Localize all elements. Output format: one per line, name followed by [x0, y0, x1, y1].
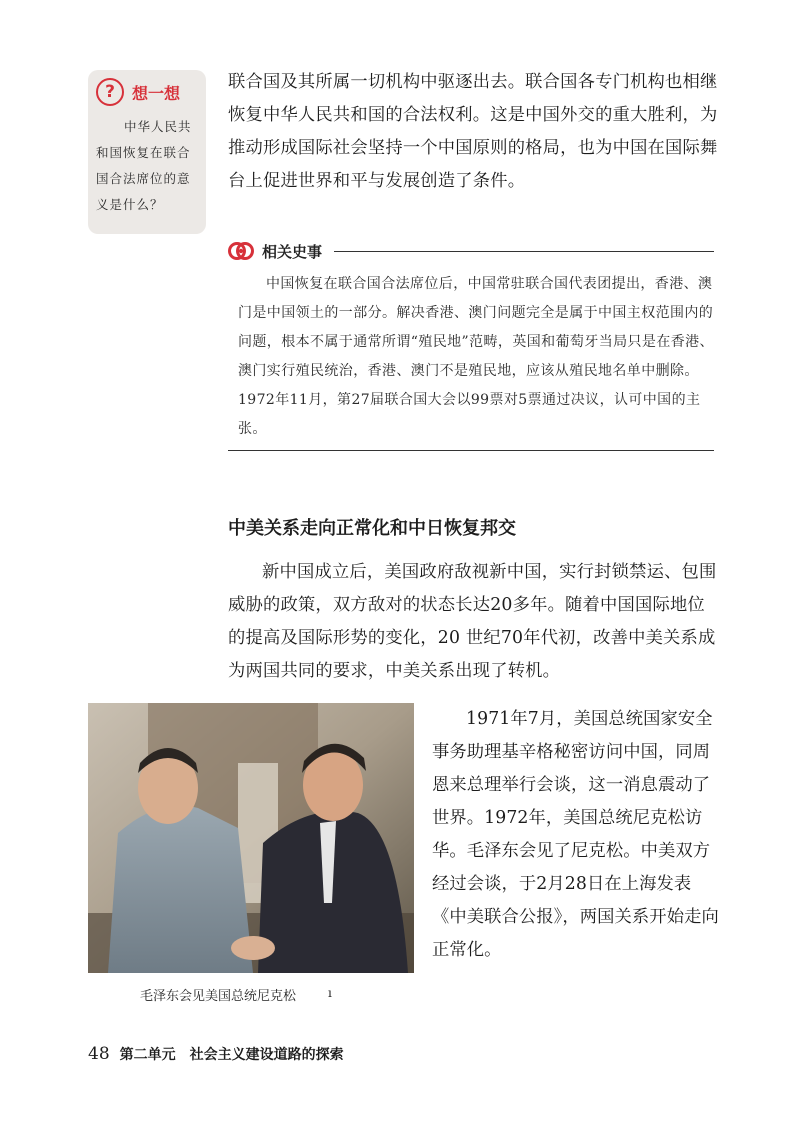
caption-mark: ı — [328, 986, 332, 1000]
related-history-rule — [334, 251, 714, 252]
think-question-line1: 中华人民 — [124, 119, 179, 134]
photo-caption: 毛泽东会见美国总统尼克松 — [140, 989, 297, 1004]
footer-unit: 第二单元 — [119, 1047, 176, 1063]
page-number: 48 — [88, 1044, 110, 1064]
section-title: 中美关系走向正常化和中日恢复邦交 — [228, 518, 516, 539]
related-history-bottom-rule — [228, 450, 714, 451]
related-history-header — [228, 238, 714, 264]
related-history-box — [228, 238, 714, 451]
think-question-rest: 共和国恢复在联合国合法席位的意义是什么？ — [96, 119, 192, 212]
related-history-text: 中国恢复在联合国合法席位后，中国常驻联合国代表团提出，香港、澳门是中国领土的一部分。解决香港、澳门问题完全是属于中国主权范围内的问题，根本不属于通常所谓“殖民地”范畴，英国和葡萄牙当局只是在香港、澳门实行殖民统治，香港、澳门不是殖民地，应该从殖民地名单中删除。1972年11月，第27届联合国大会以99票对5票通过决议，认可中国的主张。 — [238, 276, 714, 437]
main-paragraph: 联合国及其所属一切机构中驱逐出去。联合国各专门机构也相继恢复中华人民共和国的合法权利。这是中国外交的重大胜利，为推动形成国际社会坚持一个中国原则的格局，也为中国在国际舞台上促进世界和平与发展创造了条件。 — [228, 72, 718, 191]
footer-title: 社会主义建设道路的探索 — [189, 1047, 344, 1063]
section-paragraph-2: 1971年7月，美国总统国家安全事务助理基辛格秘密访问中国，同周恩来总理举行会谈，这一消息震动了世界。1972年，美国总统尼克松访华。毛泽东会见了尼克松。中美双方经过会谈，于2月28日在上海发表《中美联合公报》，两国关系开始走向正常化。 — [432, 709, 719, 960]
page-footer — [88, 1044, 344, 1064]
think-sidebar-header — [96, 78, 198, 106]
think-sidebar-question — [96, 114, 198, 218]
photo-illustration — [88, 703, 414, 973]
think-sidebar-title: 想一想 — [132, 83, 181, 103]
think-sidebar — [88, 70, 206, 234]
mao-nixon-photo — [88, 703, 414, 973]
related-history-icon — [228, 238, 254, 264]
question-icon: ? — [96, 78, 124, 106]
section-paragraph-1: 新中国成立后，美国政府敌视新中国，实行封锁禁运、包围威胁的政策，双方敌对的状态长达20多年。随着中国国际地位的提高及国际形势的变化，20 世纪70年代初，改善中美关系成为两国共同的要求，中美关系出现了转机。 — [228, 562, 717, 681]
related-history-title: 相关史事 — [262, 242, 323, 261]
